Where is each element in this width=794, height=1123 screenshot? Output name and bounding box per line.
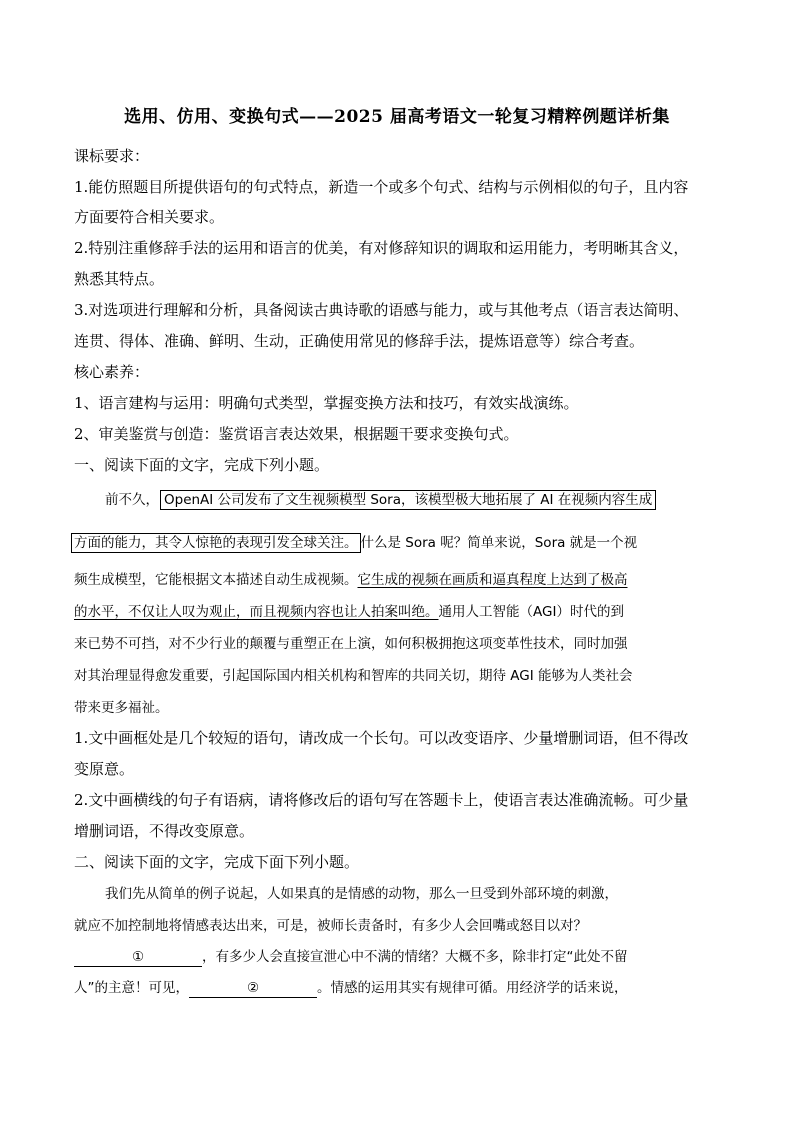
passage-2-line-3 [74,947,628,967]
literacy-heading: 核心素养： [74,363,150,381]
question-1-line-2: 变原意。 [74,760,135,778]
answer-blank-1[interactable]: ① [74,948,202,967]
passage-1-line-4 [74,602,624,622]
answer-blank-2[interactable]: ② [189,979,317,998]
passage-1-line-5: 来已势不可挡，对不少行业的颠覆与重塑正在上演，如何积极拥抱这项变革性技术，同时加强 [74,636,628,652]
passage-1-line-2 [74,533,637,553]
passage-1-line-3-pre: 频生成模型，它能根据文本描述自动生成视频。 [74,572,358,588]
standards-item-3-line-1: 3.对选项进行理解和分析，具备阅读古典诗歌的语感与能力，或与其他考点（语言表达简明、 [74,301,689,319]
passage-1-line-6: 对其治理显得愈发重要，引起国际国内相关机构和智库的共同关切，期待 AGI 能够为人类社会 [74,668,633,684]
underlined-text-part-1: 它生成的视频在画质和逼真程度上达到了极高 [357,572,628,588]
passage-2-line-1: 我们先从简单的例子说起，人如果真的是情感的动物，那么一旦受到外部环境的刺激， [105,886,618,902]
passage-1-line-4-post: 通用人工智能（AGI）时代的到 [438,604,624,620]
passage-1-line-7: 带来更多福祉。 [74,700,169,716]
passage-2-line-4-pre: 人”的主意！可见， [74,980,189,996]
question-2-line-2: 增删词语，不得改变原意。 [74,822,255,840]
standards-item-2-line-1: 2.特别注重修辞手法的运用和语言的优美，有对修辞知识的调取和运用能力，考明晰其含义， [74,239,689,257]
boxed-text-part-1: OpenAI 公司发布了文生视频模型 Sora，该模型极大地拓展了 AI 在视频内容生成 [160,490,656,510]
question-1-line-1: 1.文中画框处是几个较短的语句，请改成一个长句。可以改变语序、少量增删词语，但不得改 [74,729,689,747]
passage-1-line-3 [74,570,628,590]
literacy-item-1: 1、语言建构与运用：明确句式类型，掌握变换方法和技巧，有效实战演练。 [74,394,579,412]
literacy-item-2: 2、审美鉴赏与创造：鉴赏语言表达效果，根据题干要求变换句式。 [74,425,519,443]
standards-heading: 课标要求： [74,147,150,165]
standards-item-2-line-2: 熟悉其特点。 [74,270,165,288]
passage-2-line-2: 就应不加控制地将情感表达出来，可是，被师长责备时，有多少人会回嘴或怒目以对？ [74,918,587,934]
passage-2-line-4-post: 。情感的运用其实有规律可循。用经济学的话来说， [317,980,628,996]
boxed-text-part-2: 方面的能力，其令人惊艳的表现引发全球关注。 [71,533,361,553]
question-2-line-1: 2.文中画横线的句子有语病，请将修改后的语句写在答题卡上，使语言表达准确流畅。可少量 [74,791,689,809]
standards-item-1-line-2: 方面要符合相关要求。 [74,208,225,226]
page-title: 选用、仿用、变换句式——2025 届高考语文一轮复习精粹例题详析集 [124,107,670,127]
passage-1-line-1-pre: 前不久， [105,492,159,508]
standards-item-1-line-1: 1.能仿照题目所提供语句的句式特点，新造一个或多个句式、结构与示例相似的句子，且内容 [74,178,689,196]
standards-item-3-line-2: 连贯、得体、准确、鲜明、生动，正确使用常见的修辞手法，提炼语意等）综合考查。 [74,332,645,350]
passage-1-line-1 [105,490,656,510]
passage-2-line-4 [74,978,628,998]
section-2-heading: 二、阅读下面的文字，完成下面下列小题。 [74,853,360,871]
section-1-heading: 一、阅读下面的文字，完成下列小题。 [74,456,330,474]
passage-2-line-3-post: ，有多少人会直接宣泄心中不满的情绪？大概不多，除非打定“此处不留 [202,949,628,965]
passage-1-line-2-post: 什么是 Sora 呢？简单来说，Sora 就是一个视 [360,535,638,551]
underlined-text-part-2: 的水平，不仅让人叹为观止，而且视频内容也让人拍案叫绝。 [74,604,439,620]
